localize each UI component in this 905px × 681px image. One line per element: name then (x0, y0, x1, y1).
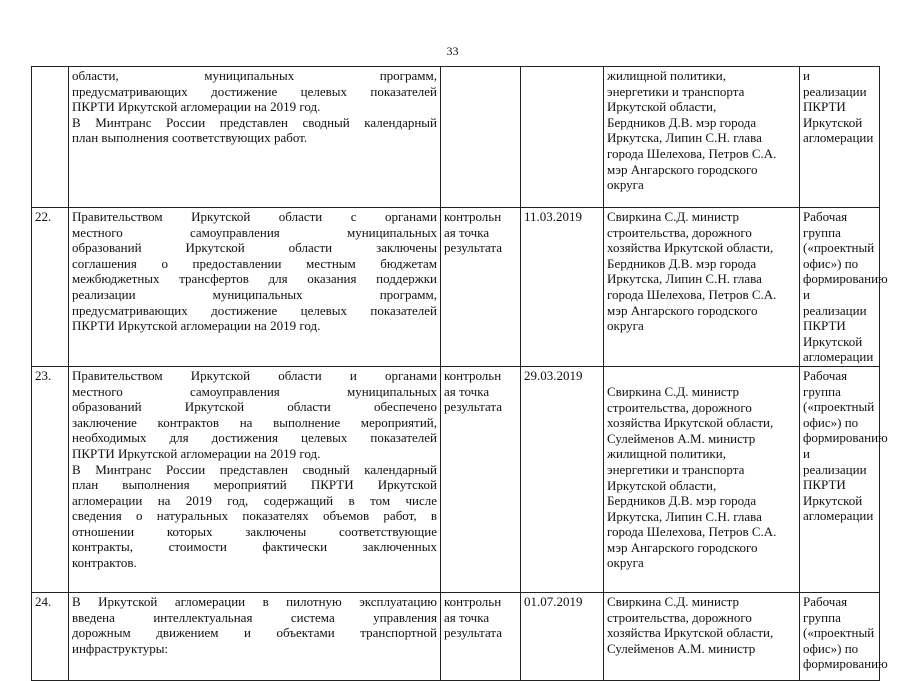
event-date: 29.03.2019 (521, 366, 604, 592)
responsible-persons: Свиркина С.Д. министр строительства, дорожного хозяйства Иркутской области, Сулейменов А.М. министр (604, 592, 800, 680)
working-group: Рабочая группа («проектный офис») по формированию (800, 592, 880, 680)
event-date: 11.03.2019 (521, 208, 604, 367)
event-kind: контрольн ая точка результата (441, 366, 521, 592)
table-row (32, 366, 880, 592)
event-date: 01.07.2019 (521, 592, 604, 680)
plan-table (31, 66, 888, 681)
row-number: 23. (32, 366, 69, 592)
event-description: В Иркутской агломерации в пилотную эксплуатацию введена интеллектуальная система управления дорожным движением и объектами транспортной инфраструктуры: (69, 592, 441, 680)
row-number: 22. (32, 208, 69, 367)
table-row (32, 67, 880, 208)
event-description: области, муниципальных программ, предусматривающих достижение целевых показателей ПКРТИ Иркутской агломерации на 2019 год. В Минтранс России представлен сводный календарный план выполнения соответствующих работ. (69, 67, 441, 208)
responsible-persons: Свиркина С.Д. министр строительства, дорожного хозяйства Иркутской области, Бердников Д.В. мэр города Иркутска, Липин С.Н. глава города Шелехова, Петров С.А. мэр Ангарского городского округа (604, 208, 800, 367)
event-description: Правительством Иркутской области с органами местного самоуправления муниципальных образований Иркутской области заключены соглашения о предоставлении местным бюджетам межбюджетных трансфертов для оказания поддержки реализации муниципальных программ, предусматривающих достижение целевых показателей ПКРТИ Иркутской агломерации на 2019 год. (69, 208, 441, 367)
event-kind: контрольн ая точка результата (441, 592, 521, 680)
working-group: и реализации ПКРТИ Иркутской агломерации (800, 67, 880, 208)
responsible-persons: жилищной политики, энергетики и транспорта Иркутской области, Бердников Д.В. мэр города Иркутска, Липин С.Н. глава города Шелехова, Петров С.А. мэр Ангарского городского округа (604, 67, 800, 208)
row-number: 24. (32, 592, 69, 680)
event-kind: контрольн ая точка результата (441, 208, 521, 367)
responsible-persons: Свиркина С.Д. министр строительства, дорожного хозяйства Иркутской области, Сулейменов А.М. министр жилищной политики, энергетики и транспорта Иркутской области, Бердников Д.В. мэр города Иркутска, Липин С.Н. глава города Шелехова, Петров С.А. мэр Ангарского городского округа (604, 366, 800, 592)
page-number: 33 (446, 44, 459, 58)
event-kind (441, 67, 521, 208)
table-row (32, 592, 880, 680)
table-row (32, 208, 880, 367)
event-description: Правительством Иркутской области и органами местного самоуправления муниципальных образований Иркутской области обеспечено заключение контрактов на выполнение мероприятий, необходимых для достижения целевых показателей ПКРТИ Иркутской агломерации на 2019 год. В Минтранс России представлен сводный календарный план выполнения мероприятий ПКРТИ Иркутской агломерации на 2019 год, содержащий в том числе сведения о натуральных показателях объемов работ, в отношении которых заключены соответствующие контракты, стоимости фактически заключенных контрактов. (69, 366, 441, 592)
row-number (32, 67, 69, 208)
event-date (521, 67, 604, 208)
working-group: Рабочая группа («проектный офис») по формированию и реализации ПКРТИ Иркутской агломерации (800, 366, 880, 592)
working-group: Рабочая группа («проектный офис») по формированию и реализации ПКРТИ Иркутской агломерации (800, 208, 880, 367)
